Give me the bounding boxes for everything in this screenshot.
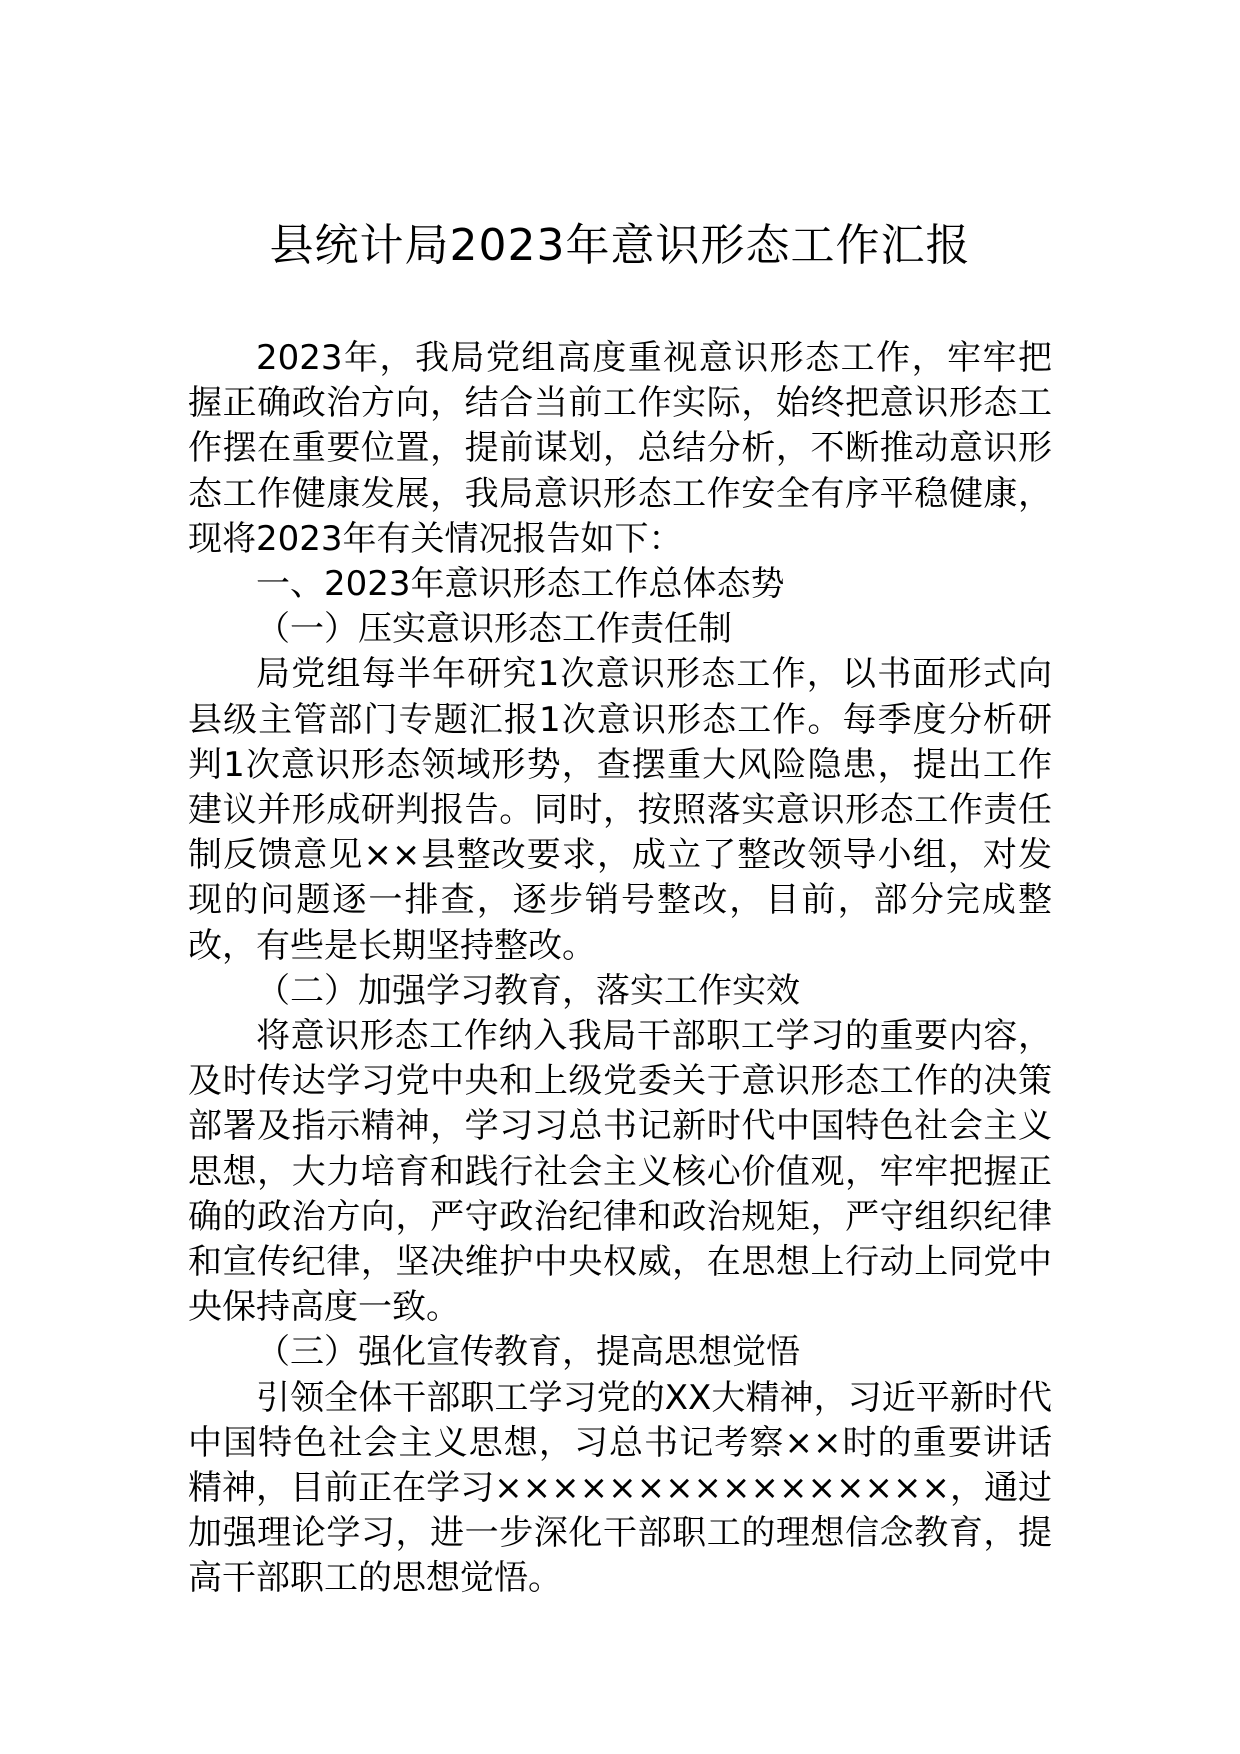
subsection-heading-2: （二）加强学习教育，落实工作实效 xyxy=(256,970,800,1011)
subsection-heading-3: （三）强化宣传教育，提高思想觉悟 xyxy=(256,1332,800,1373)
paragraph-responsibility: 局党组每半年研究1次意识形态工作，以书面形式向县级主管部门专题汇报1次意识形态工作。每季度分析研判1次意识形态领域形势，查摆重大风险隐患，提出工作建议并形成研判报告。同时，按照落实意识形态工作责任制反馈意见××县整改要求，成立了整改领导小组，对发现的问题逐一排查，逐步销号整改，目前，部分完成整改，有些是长期坚持整改。 xyxy=(188,654,1052,966)
intro-paragraph: 2023年，我局党组高度重视意识形态工作，牢牢把握正确政治方向，结合当前工作实际，始终把意识形态工作摆在重要位置，提前谋划，总结分析，不断推动意识形态工作健康发展，我局意识形态工作安全有序平稳健康，现将2023年有关情况报告如下： xyxy=(188,338,1052,559)
document-title: 县统计局2023年意识形态工作汇报 xyxy=(269,220,971,271)
document-body xyxy=(188,336,1052,1602)
paragraph-learning: 将意识形态工作纳入我局干部职工学习的重要内容，及时传达学习党中央和上级党委关于意识形态工作的决策部署及指示精神，学习习总书记新时代中国特色社会主义思想，大力培育和践行社会主义核心价值观，牢牢把握正确的政治方向，严守政治纪律和政治规矩，严守组织纪律和宣传纪律，坚决维护中央权威，在思想上行动上同党中央保持高度一致。 xyxy=(188,1016,1052,1328)
section-heading-1: 一、2023年意识形态工作总体态势 xyxy=(256,564,785,605)
paragraph-publicity: 引领全体干部职工学习党的XX大精神，习近平新时代中国特色社会主义思想，习总书记考察××时的重要讲话精神，目前正在学习××××××××××××××××，通过加强理论学习，进一步深化干部职工的理想信念教育，提高干部职工的思想觉悟。 xyxy=(188,1377,1052,1599)
subsection-heading-1: （一）压实意识形态工作责任制 xyxy=(256,609,732,650)
